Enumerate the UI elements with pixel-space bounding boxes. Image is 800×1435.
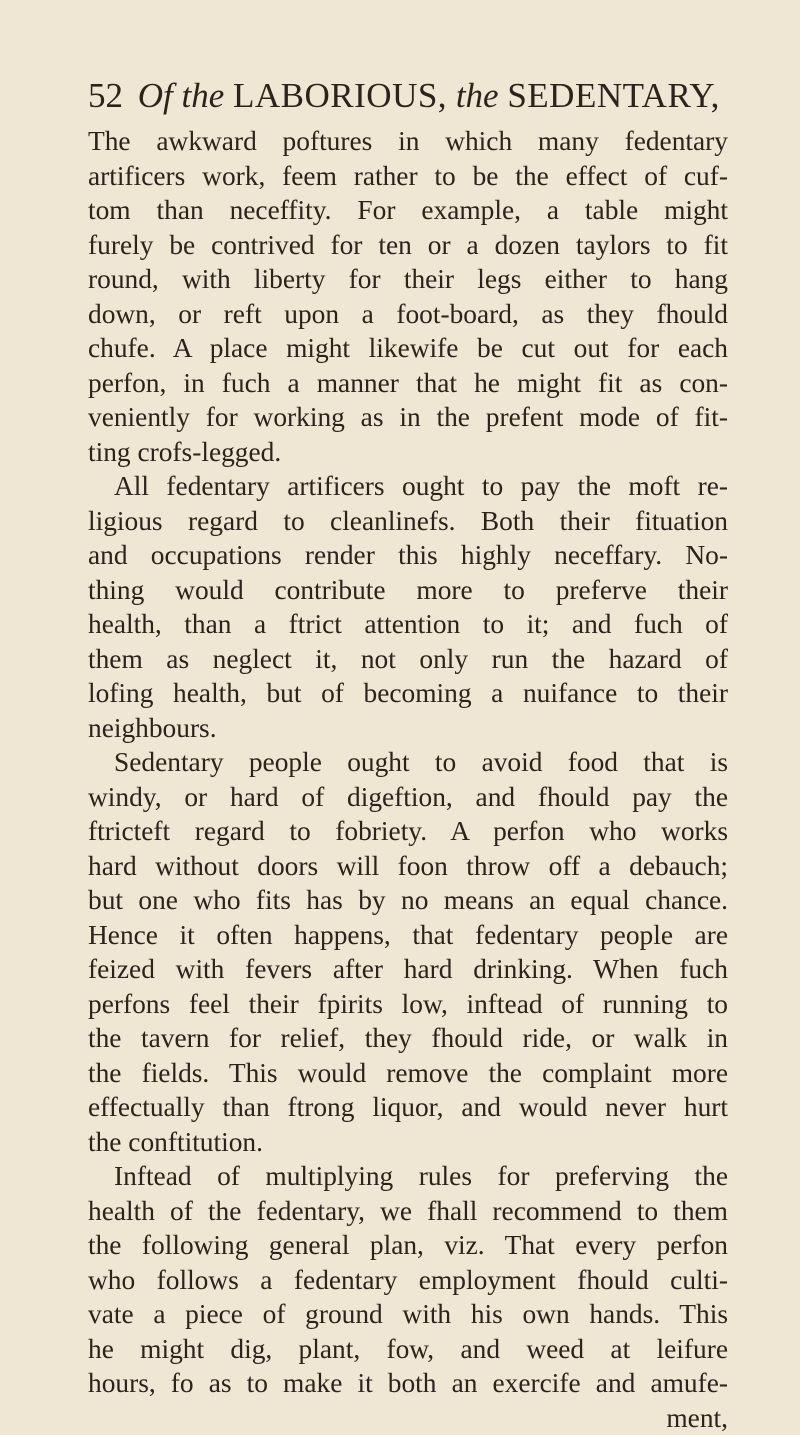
text-line: round, with liberty for their legs either to hang (88, 262, 728, 297)
text-line: perfons feel their fpirits low, inftead of running to (88, 987, 728, 1022)
header-sedentary: SEDENTARY, (507, 76, 720, 115)
text-line: the following general plan, viz. That every perfon (88, 1228, 728, 1263)
header-the-1: the (182, 76, 225, 115)
text-line: hard without doors will foon throw off a debauch; (88, 849, 728, 884)
text-line: health of the fedentary, we fhall recommend to them (88, 1194, 728, 1229)
text-line: artificers work, feem rather to be the effect of cuf- (88, 159, 728, 194)
running-header (88, 74, 728, 118)
text-line: vate a piece of ground with his own hands. This (88, 1297, 728, 1332)
text-line: ligious regard to cleanlinefs. Both their fituation (88, 504, 728, 539)
text-line: ment, (88, 1401, 728, 1435)
text-line: neighbours. (88, 711, 728, 746)
header-the-2: the (456, 76, 499, 115)
text-line: windy, or hard of digeftion, and fhould pay the (88, 780, 728, 815)
text-line: feized with fevers after hard drinking. When fuch (88, 952, 728, 987)
text-line: perfon, in fuch a manner that he might fit as con- (88, 366, 728, 401)
text-line: health, than a ftrict attention to it; and fuch of (88, 607, 728, 642)
text-line: who follows a fedentary employment fhould culti- (88, 1263, 728, 1298)
text-line: hours, fo as to make it both an exercife and amufe- (88, 1366, 728, 1401)
text-line: effectually than ftrong liquor, and would never hurt (88, 1090, 728, 1125)
text-line: Hence it often happens, that fedentary people are (88, 918, 728, 953)
text-line: veniently for working as in the prefent mode of fit- (88, 400, 728, 435)
text-line: lofing health, but of becoming a nuifance to their (88, 676, 728, 711)
text-line: Inftead of multiplying rules for preferving the (88, 1159, 728, 1194)
text-line: tom than neceffity. For example, a table might (88, 193, 728, 228)
text-line: the fields. This would remove the complaint more (88, 1056, 728, 1091)
text-line: All fedentary artificers ought to pay the moft re- (88, 469, 728, 504)
text-line: furely be contrived for ten or a dozen taylors to fit (88, 228, 728, 263)
text-line: and occupations render this highly neceffary. No- (88, 538, 728, 573)
page-body-text (88, 124, 728, 1435)
text-line: ftricteft regard to fobriety. A perfon who works (88, 814, 728, 849)
text-line: thing would contribute more to preferve their (88, 573, 728, 608)
text-line: chufe. A place might likewife be cut out for each (88, 331, 728, 366)
text-line: them as neglect it, not only run the hazard of (88, 642, 728, 677)
text-line: the tavern for relief, they fhould ride, or walk in (88, 1021, 728, 1056)
header-laborious: LABORIOUS, (233, 76, 447, 115)
text-line: he might dig, plant, fow, and weed at leifure (88, 1332, 728, 1367)
text-line: down, or reft upon a foot-board, as they fhould (88, 297, 728, 332)
text-line: ting crofs-legged. (88, 435, 728, 470)
text-line: Sedentary people ought to avoid food that is (88, 745, 728, 780)
header-of: Of (138, 76, 173, 115)
text-line: The awkward poftures in which many fedentary (88, 124, 728, 159)
text-line: the conftitution. (88, 1125, 728, 1160)
page-number: 52 (88, 76, 123, 115)
text-line: but one who fits has by no means an equal chance. (88, 883, 728, 918)
